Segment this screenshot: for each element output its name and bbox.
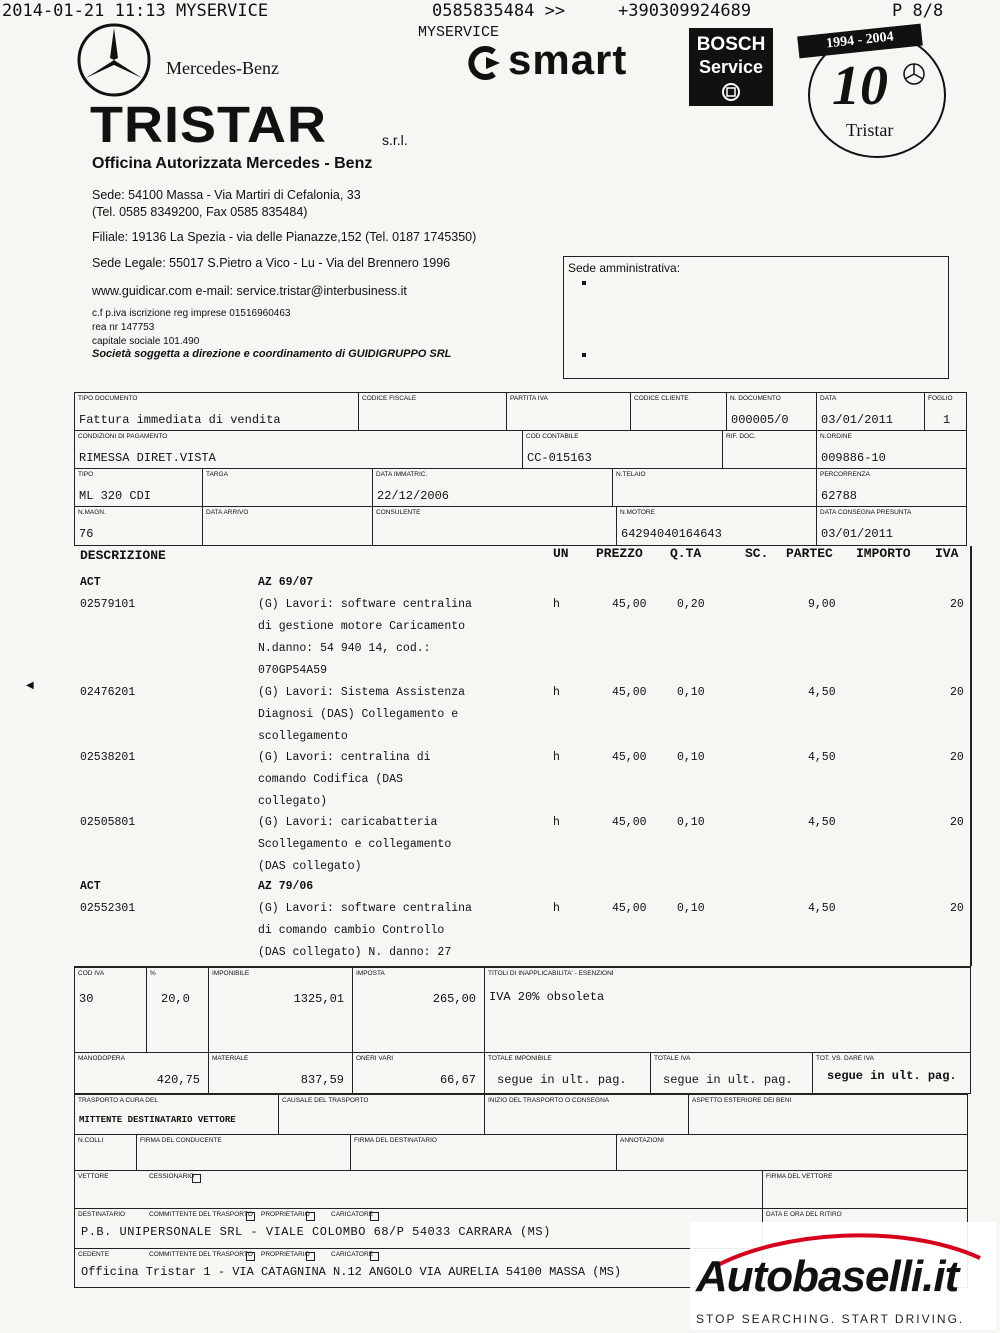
telaio-cell xyxy=(612,468,816,506)
row-description: scollegamento xyxy=(258,730,348,743)
company-filiale: Filiale: 19136 La Spezia - via delle Pianazze,152 (Tel. 0187 1745350) xyxy=(92,230,477,244)
cell-label: DATA xyxy=(820,395,837,402)
consulente-cell xyxy=(372,506,616,546)
tot-dare-value: segue in ult. pag. xyxy=(827,1069,957,1083)
row-price: 45,00 xyxy=(612,686,647,699)
row-quantity: 0,10 xyxy=(677,816,705,829)
cell-label: DESTINATARIO xyxy=(78,1211,126,1218)
cell-label: CONDIZIONI DI PAGAMENTO xyxy=(78,433,168,440)
foglio-value: 1 xyxy=(943,413,951,427)
numero-ordine-cell xyxy=(816,430,967,468)
row-code: ACT xyxy=(80,576,101,589)
oneri-vari-cell xyxy=(352,1052,484,1094)
cell-label: COMMITTENTE DEL TRASPORTO xyxy=(149,1211,253,1218)
cell-label: N.MAGN. xyxy=(78,509,106,516)
destinatario-value: P.B. UNIPERSONALE SRL - VIALE COLOMBO 68/P 54033 CARRARA (MS) xyxy=(81,1225,551,1239)
row-vat: 20 xyxy=(950,902,964,915)
cell-label: N.ORDINE xyxy=(820,433,852,440)
cell-label: PARTITA IVA xyxy=(510,395,548,402)
cell-label: INIZIO DEL TRASPORTO O CONSEGNA xyxy=(488,1097,610,1104)
cell-label: CESSIONARIO xyxy=(149,1173,195,1180)
materiale-value: 837,59 xyxy=(300,1073,344,1087)
bullet xyxy=(582,353,586,357)
col-header-descrizione: DESCRIZIONE xyxy=(80,548,166,563)
row-unit: h xyxy=(553,751,560,764)
row-description: Scollegamento e collegamento xyxy=(258,838,452,851)
percorrenza-value: 62788 xyxy=(821,489,858,503)
anniversary-name: Tristar xyxy=(846,120,894,140)
row-vat: 20 xyxy=(950,751,964,764)
company-cf: c.f p.iva iscrizione reg imprese 01516960463 xyxy=(92,308,291,319)
cell-label: CONSULENTE xyxy=(376,509,421,516)
col-header-partec: PARTEC xyxy=(786,546,833,561)
cell-label: FIRMA DEL VETTORE xyxy=(766,1173,833,1180)
cell-label: TIPO DOCUMENTO xyxy=(78,395,138,402)
cell-label: ONERI VARI xyxy=(356,1055,394,1062)
autobaselli-tagline: STOP SEARCHING. START DRIVING. xyxy=(696,1312,965,1326)
totale-iva-value: segue in ult. pag. xyxy=(663,1073,793,1087)
condizioni-pagamento-value: RIMESSA DIRET.VISTA xyxy=(79,451,216,465)
tipo-documento-cell xyxy=(74,392,358,430)
data-consegna-value: 03/01/2011 xyxy=(821,527,894,541)
row-description: (G) Lavori: centralina di xyxy=(258,751,431,764)
cell-label: CEDENTE xyxy=(78,1251,110,1258)
cell-label: MATERIALE xyxy=(212,1055,249,1062)
row-unit: h xyxy=(553,686,560,699)
row-price: 45,00 xyxy=(612,598,647,611)
row-description: collegato) xyxy=(258,795,328,808)
anniversary-number: 10 xyxy=(832,55,888,117)
cell-label: TOTALE IVA xyxy=(654,1055,691,1062)
numero-documento-cell xyxy=(726,392,816,430)
col-header-importo: IMPORTO xyxy=(856,546,911,561)
row-quantity: 0,10 xyxy=(677,751,705,764)
committente-checkbox[interactable] xyxy=(246,1252,255,1261)
cell-label: COD CONTABILE xyxy=(526,433,579,440)
numero-motore-cell xyxy=(616,506,816,546)
bosch-armature-icon xyxy=(721,82,741,102)
row-code: 02552301 xyxy=(80,902,136,915)
row-price: 45,00 xyxy=(612,816,647,829)
row-code: 02579101 xyxy=(80,598,136,611)
row-vat: 20 xyxy=(950,598,964,611)
company-web-email: www.guidicar.com e-mail: service.tristar@interbusiness.it xyxy=(92,284,407,298)
autobaselli-wordmark: Autobaselli.it xyxy=(696,1252,959,1301)
col-header-iva: IVA xyxy=(935,546,959,561)
company-tagline: Officina Autorizzata Mercedes - Benz xyxy=(92,155,373,172)
cell-label: TITOLI DI INAPPLICABILITA' - ESENZIONI xyxy=(488,970,614,977)
cell-label: N.COLLI xyxy=(78,1137,104,1144)
cell-label: DATA IMMATRIC. xyxy=(376,471,428,478)
autobaselli-watermark xyxy=(690,1222,996,1330)
cell-label: DATA CONSEGNA PRESUNTA xyxy=(820,509,912,516)
row-description: (DAS collegato) N. danno: 27 xyxy=(258,946,452,959)
row-description: AZ 69/07 xyxy=(258,576,314,589)
cell-label: IMPONIBILE xyxy=(212,970,250,977)
cell-label: VETTORE xyxy=(78,1173,109,1180)
row-description: (DAS collegato) xyxy=(258,860,362,873)
totale-imponibile-value: segue in ult. pag. xyxy=(497,1073,627,1087)
foglio-cell xyxy=(924,392,967,430)
row-price: 45,00 xyxy=(612,902,647,915)
tipo-documento-value: Fattura immediata di vendita xyxy=(79,413,281,427)
cell-label: MANODOPERA xyxy=(78,1055,125,1062)
cell-label: % xyxy=(150,970,156,977)
margin-arrow-icon: ◀ xyxy=(26,680,34,691)
cell-label: COD IVA xyxy=(78,970,105,977)
col-header-un: UN xyxy=(553,546,569,561)
data-consegna-cell xyxy=(816,506,967,546)
mercedes-star-small-icon xyxy=(902,62,926,86)
row-description: AZ 79/06 xyxy=(258,880,314,893)
cell-label: PERCORRENZA xyxy=(820,471,870,478)
row-description: Diagnosi (DAS) Collegamento e xyxy=(258,708,459,721)
row-description: (G) Lavori: software centralina xyxy=(258,902,472,915)
cell-label: CODICE CLIENTE xyxy=(634,395,689,402)
cell-label: IMPOSTA xyxy=(356,970,385,977)
company-sede-contacts: (Tel. 0585 8349200, Fax 0585 835484) xyxy=(92,205,308,219)
row-quantity: 0,10 xyxy=(677,902,705,915)
row-price: 45,00 xyxy=(612,751,647,764)
row-description: (G) Lavori: Sistema Assistenza xyxy=(258,686,466,699)
manodopera-value: 420,75 xyxy=(156,1073,200,1087)
percentuale-value: 20,0 xyxy=(161,992,190,1006)
materiale-cell xyxy=(208,1052,352,1094)
cell-label: FOGLIO xyxy=(928,395,953,402)
cell-label: DATA E ORA DEL RITIRO xyxy=(766,1211,842,1218)
firma-destinatario-cell xyxy=(350,1134,616,1170)
sede-amministrativa-label: Sede amministrativa: xyxy=(568,261,681,275)
cell-label: CAUSALE DEL TRASPORTO xyxy=(282,1097,369,1104)
committente-checkbox[interactable] xyxy=(246,1212,255,1221)
cell-label: COMMITTENTE DEL TRASPORTO xyxy=(149,1251,253,1258)
percentuale-cell xyxy=(146,966,208,1052)
data-value: 03/01/2011 xyxy=(821,413,894,427)
document-header-grid xyxy=(74,392,967,546)
row-amount: 4,50 xyxy=(808,816,836,829)
cod-iva-cell xyxy=(74,966,146,1052)
col-header-qta: Q.TA xyxy=(670,546,702,561)
totale-imponibile-cell xyxy=(484,1052,650,1094)
bullet xyxy=(582,281,586,285)
numero-documento-value: 000005/0 xyxy=(731,413,789,427)
col-header-prezzo: PREZZO xyxy=(596,546,643,561)
partita-iva-cell xyxy=(506,392,630,430)
totale-iva-cell xyxy=(650,1052,812,1094)
mercedes-star-logo xyxy=(76,22,152,98)
fax-destination: +390309924689 xyxy=(618,1,752,21)
row-vat: 20 xyxy=(950,816,964,829)
row-description: N.danno: 54 940 14, cod.: xyxy=(258,642,431,655)
firma-vettore-cell xyxy=(762,1170,968,1208)
row-unit: h xyxy=(553,598,560,611)
trasporto-cura-cell xyxy=(74,1094,278,1134)
fax-page: P 8/8 xyxy=(892,1,944,21)
percorrenza-cell xyxy=(816,468,967,506)
anniversary-years: 1994 - 2004 xyxy=(825,29,895,52)
caricatore-checkbox[interactable] xyxy=(370,1252,379,1261)
vettore-cell xyxy=(74,1170,762,1208)
data-immatricolazione-cell xyxy=(372,468,612,506)
imposta-cell xyxy=(352,966,484,1052)
tot-dare-cell xyxy=(812,1052,971,1094)
cedente-cell xyxy=(74,1248,762,1288)
tipo-veicolo-cell xyxy=(74,468,202,506)
titoli-value: IVA 20% obsoleta xyxy=(489,990,605,1004)
codice-cliente-cell xyxy=(630,392,726,430)
row-description: (G) Lavori: software centralina xyxy=(258,598,472,611)
cell-label: ASPETTO ESTERIORE DEI BENI xyxy=(692,1097,792,1104)
bosch-label: BOSCH xyxy=(696,34,766,55)
cell-label: FIRMA DEL DESTINATARIO xyxy=(354,1137,437,1144)
row-description: comando Codifica (DAS xyxy=(258,773,403,786)
smart-wordmark: smart xyxy=(508,36,628,83)
cell-label: FIRMA DEL CONDUCENTE xyxy=(140,1137,222,1144)
proprietario-checkbox[interactable] xyxy=(306,1212,315,1221)
col-header-sconto: SC. xyxy=(745,546,769,561)
bosch-service-label: Service xyxy=(698,57,764,77)
sede-amministrativa-box xyxy=(563,256,949,379)
cell-label: PROPRIETARIO xyxy=(261,1251,310,1258)
numero-magazzino-cell xyxy=(74,506,202,546)
cell-label: CODICE FISCALE xyxy=(362,395,417,402)
row-code: 02476201 xyxy=(80,686,136,699)
oneri-vari-value: 66,67 xyxy=(439,1073,476,1087)
aspetto-beni-cell xyxy=(688,1094,968,1134)
row-vat: 20 xyxy=(950,686,964,699)
row-description: di gestione motore Caricamento xyxy=(258,620,466,633)
row-amount: 4,50 xyxy=(808,902,836,915)
company-capitale: capitale sociale 101.490 xyxy=(92,336,200,347)
destinatario-cell xyxy=(74,1208,762,1248)
company-societa: Società soggetta a direzione e coordinamento di GUIDIGRUPPO SRL xyxy=(92,348,452,360)
cell-label: ANNOTAZIONI xyxy=(620,1137,664,1144)
row-code: 02538201 xyxy=(80,751,136,764)
row-description: 070GP54A59 xyxy=(258,664,328,677)
cell-label: TOT. VS. DARE IVA xyxy=(816,1055,874,1062)
cell-label: PROPRIETARIO xyxy=(261,1211,310,1218)
imponibile-value: 1325,01 xyxy=(293,992,344,1006)
row-amount: 9,00 xyxy=(808,598,836,611)
tristar-wordmark: TRISTAR xyxy=(90,96,327,154)
bosch-service-logo xyxy=(689,28,773,106)
cell-label: TRASPORTO A CURA DEL xyxy=(78,1097,158,1104)
cessionario-checkbox[interactable] xyxy=(192,1174,201,1183)
manodopera-cell xyxy=(74,1052,208,1094)
row-description: (G) Lavori: caricabatteria xyxy=(258,816,438,829)
row-code: 02505801 xyxy=(80,816,136,829)
cell-label: DATA ARRIVO xyxy=(206,509,249,516)
data-immatricolazione-value: 22/12/2006 xyxy=(377,489,450,503)
numero-magazzino-value: 76 xyxy=(79,527,94,541)
row-unit: h xyxy=(553,816,560,829)
cell-label: CARICATORE xyxy=(331,1251,374,1258)
causale-trasporto-cell xyxy=(278,1094,484,1134)
tipo-veicolo-value: ML 320 CDI xyxy=(79,489,152,503)
proprietario-checkbox[interactable] xyxy=(306,1252,315,1261)
numero-colli-cell xyxy=(74,1134,136,1170)
cell-label: CARICATORE xyxy=(331,1211,374,1218)
titoli-inapplicabilita-cell xyxy=(484,966,971,1052)
row-amount: 4,50 xyxy=(808,686,836,699)
tristar-srl: s.r.l. xyxy=(382,132,408,148)
table-right-border xyxy=(970,546,972,966)
row-code: ACT xyxy=(80,880,101,893)
row-quantity: 0,10 xyxy=(677,686,705,699)
cod-contabile-value: CC-015163 xyxy=(527,451,592,465)
cell-label: RIF. DOC. xyxy=(726,433,756,440)
numero-motore-value: 64294040164643 xyxy=(621,527,722,541)
data-arrivo-cell xyxy=(202,506,372,546)
fax-sender-line: 2014-01-21 11:13 MYSERVICE xyxy=(2,1,269,21)
company-sede-legale: Sede Legale: 55017 S.Pietro a Vico - Lu - Via del Brennero 1996 xyxy=(92,256,451,270)
smart-logo-mark xyxy=(466,46,502,80)
company-sede: Sede: 54100 Massa - Via Martiri di Cefalonia, 33 xyxy=(92,188,361,202)
caricatore-checkbox[interactable] xyxy=(370,1212,379,1221)
cell-label: TOTALE IMPONIBILE xyxy=(488,1055,552,1062)
imponibile-cell xyxy=(208,966,352,1052)
firma-conducente-cell xyxy=(136,1134,350,1170)
targa-cell xyxy=(202,468,372,506)
annotazioni-cell xyxy=(616,1134,968,1170)
row-quantity: 0,20 xyxy=(677,598,705,611)
totals-grid xyxy=(74,966,971,1094)
condizioni-pagamento-cell xyxy=(74,430,522,468)
cedente-value: Officina Tristar 1 - VIA CATAGNINA N.12 ANGOLO VIA AURELIA 54100 MASSA (MS) xyxy=(81,1265,622,1279)
cell-label: N.TELAIO xyxy=(616,471,646,478)
row-unit: h xyxy=(553,902,560,915)
trasporto-cura-options: MITTENTE DESTINATARIO VETTORE xyxy=(79,1115,236,1125)
cell-label: TIPO xyxy=(78,471,94,478)
cell-label: TARGA xyxy=(206,471,228,478)
cell-label: N.MOTORE xyxy=(620,509,655,516)
inizio-trasporto-cell xyxy=(484,1094,688,1134)
data-cell xyxy=(816,392,924,430)
row-amount: 4,50 xyxy=(808,751,836,764)
myservice-label: MYSERVICE xyxy=(418,24,500,41)
company-rea: rea nr 147753 xyxy=(92,322,155,333)
fax-number: 0585835484 >> xyxy=(432,1,566,21)
row-description: di comando cambio Controllo xyxy=(258,924,445,937)
rif-doc-cell xyxy=(722,430,816,468)
cod-contabile-cell xyxy=(522,430,722,468)
codice-fiscale-cell xyxy=(358,392,506,430)
mercedes-wordmark: Mercedes-Benz xyxy=(166,58,279,78)
cell-label: N. DOCUMENTO xyxy=(730,395,781,402)
imposta-value: 265,00 xyxy=(432,992,476,1006)
cod-iva-value: 30 xyxy=(79,992,94,1006)
numero-ordine-value: 009886-10 xyxy=(821,451,886,465)
